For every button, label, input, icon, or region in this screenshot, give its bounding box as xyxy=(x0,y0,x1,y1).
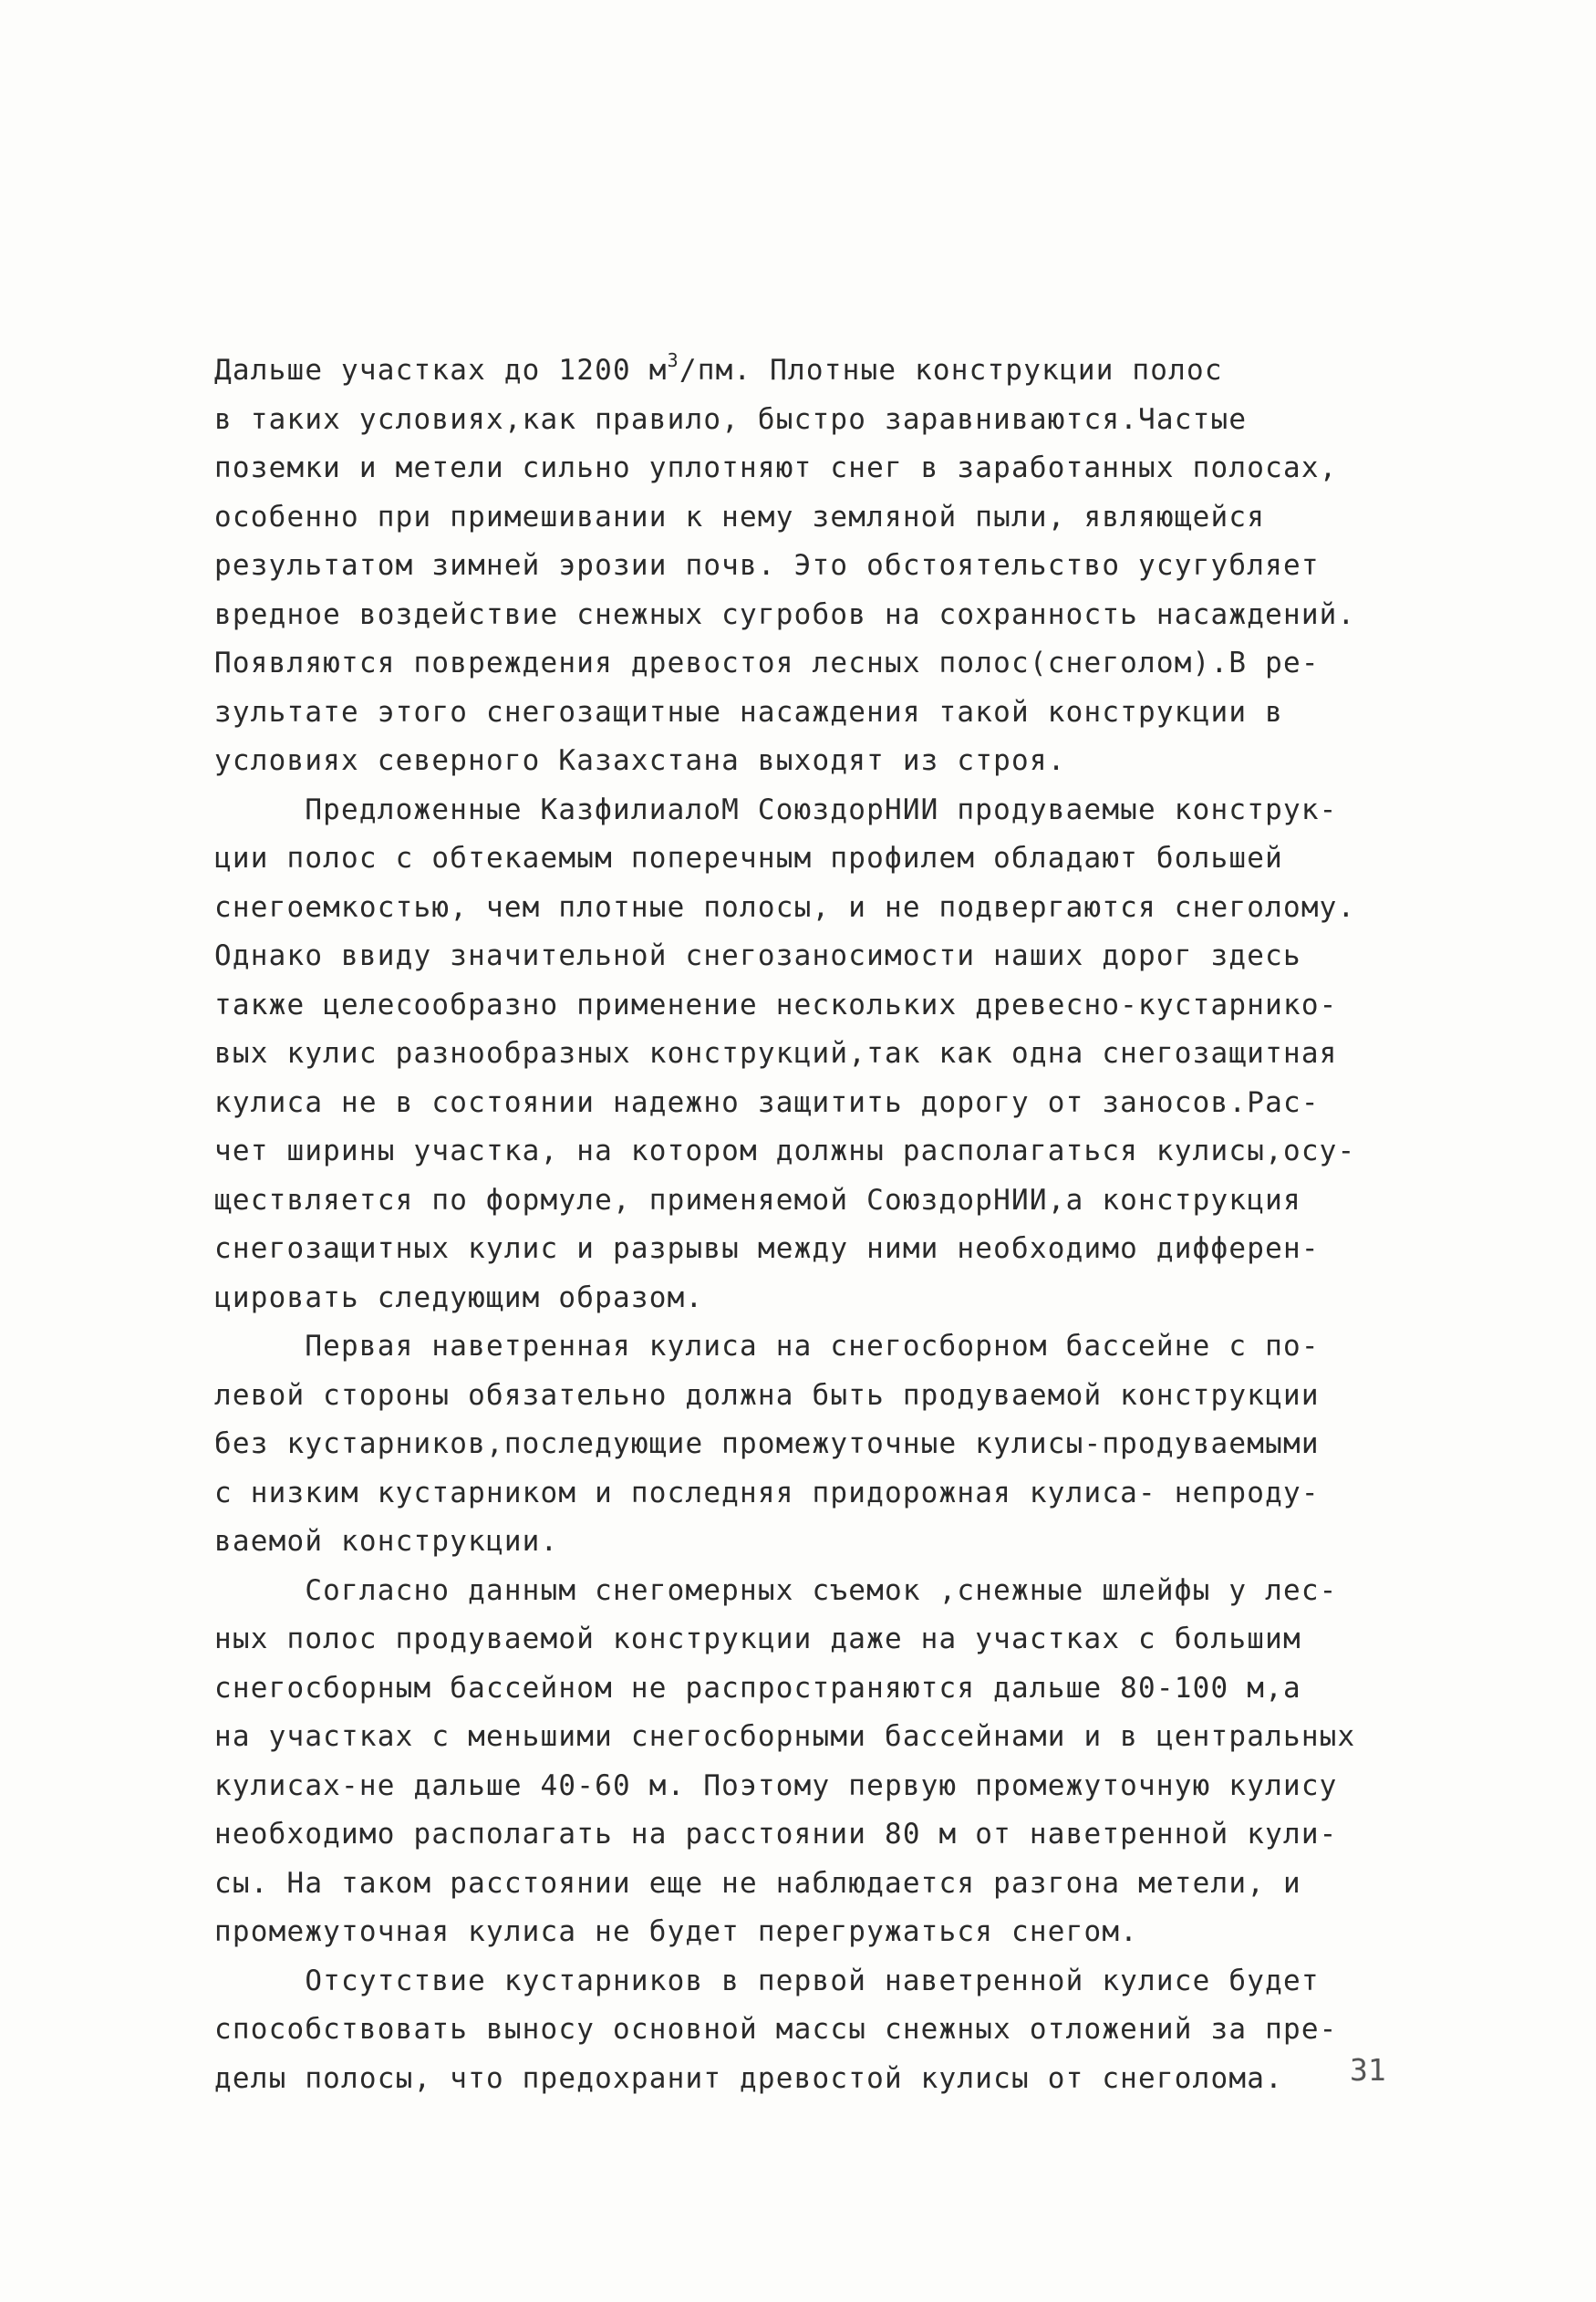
text-line: Появляются повреждения древостоя лесных полос(снеголом).В ре- xyxy=(214,647,1320,679)
text-line: снегоемкостью, чем плотные полосы, и не подвергаются снеголому. xyxy=(214,890,1356,924)
text-line: поземки и метели сильно уплотняют снег в заработанных полосах, xyxy=(214,451,1338,484)
text-line: ных полос продуваемой конструкции даже на участках с большим xyxy=(214,1623,1301,1655)
superscript: 3 xyxy=(667,349,679,371)
text-line: вых кулис разнообразных конструкций,так как одна снегозащитная xyxy=(214,1037,1338,1070)
text-line: в таких условиях,как правило, быстро заравниваются.Частые xyxy=(214,402,1248,436)
text-line: зультате этого снегозащитные насаждения такой конструкции в xyxy=(214,695,1283,729)
text-line: ваемой конструкции. xyxy=(214,1525,559,1558)
text-line: Отсутствие кустарников в первой наветренной кулисе будет xyxy=(214,1964,1320,1997)
text-line-tail: /пм. Плотные конструкции полос xyxy=(679,354,1223,387)
text-line: левой стороны обязательно должна быть продуваемой конструкции xyxy=(214,1378,1320,1412)
text-line: ции полос с обтекаемым поперечным профилем обладают большей xyxy=(214,842,1283,875)
text-line: вредное воздействие снежных сугробов на сохранность насаждений. xyxy=(214,597,1356,631)
text-line: делы полосы, что предохранит древостой кулисы от снеголома. xyxy=(214,2061,1283,2095)
text-line: способствовать выносу основной массы снежных отложений за пре- xyxy=(214,2013,1338,2046)
text-line: необходимо располагать на расстоянии 80 м от наветренной кули- xyxy=(214,1818,1338,1851)
text-line: Первая наветренная кулиса на снегосборном бассейне с по- xyxy=(214,1330,1320,1363)
text-line: без кустарников,последующие промежуточные кулисы-продуваемыми xyxy=(214,1427,1320,1460)
text-line: также целесообразно применение нескольких древесно-кустарнико- xyxy=(214,988,1338,1021)
text-line: Однако ввиду значительной снегозаносимости наших дорог здесь xyxy=(214,939,1301,972)
text-line: промежуточная кулиса не будет перегружаться снегом. xyxy=(214,1915,1139,1948)
text-line: снегосборным бассейном не распространяются дальше 80-100 м,а xyxy=(214,1671,1301,1705)
text-line xyxy=(214,347,1436,396)
text-line: кулисах-не дальше 40-60 м. Поэтому первую промежуточную кулису xyxy=(214,1768,1338,1802)
text-line: чет ширины участка, на котором должны располагаться кулисы,осу- xyxy=(214,1135,1356,1167)
text-line: ществляется по формуле, применяемой СоюздорНИИ,а конструкция xyxy=(214,1183,1301,1217)
text-line: результатом зимней эрозии почв. Это обстоятельство усугубляет xyxy=(214,549,1320,582)
text-line: сы. На таком расстоянии еще не наблюдается разгона метели, и xyxy=(214,1866,1301,1900)
text-line: кулиса не в состоянии надежно защитить дорогу от заносов.Рас- xyxy=(214,1085,1320,1119)
text-line: снегозащитных кулис и разрывы между ними необходимо дифферен- xyxy=(214,1232,1320,1265)
text-line: цировать следующим образом. xyxy=(214,1281,704,1314)
text-line-content: Дальше участках до 1200 м xyxy=(214,354,668,387)
text-line: условиях северного Казахстана выходят из строя. xyxy=(214,744,1066,777)
text-line: особенно при примешивании к нему земляной пыли, являющейся xyxy=(214,500,1266,534)
text-line: Предложенные КазфилиалоМ СоюздорНИИ продуваемые конструк- xyxy=(214,793,1338,826)
page-number: 31 xyxy=(1350,2052,1386,2088)
body-text xyxy=(214,347,1436,2103)
text-line: Согласно данным снегомерных съемок ,снежные шлейфы у лес- xyxy=(214,1573,1338,1607)
text-line: на участках с меньшими снегосборными бассейнами и в центральных xyxy=(214,1720,1356,1753)
text-line: с низким кустарником и последняя придорожная кулиса- непроду- xyxy=(214,1476,1320,1509)
